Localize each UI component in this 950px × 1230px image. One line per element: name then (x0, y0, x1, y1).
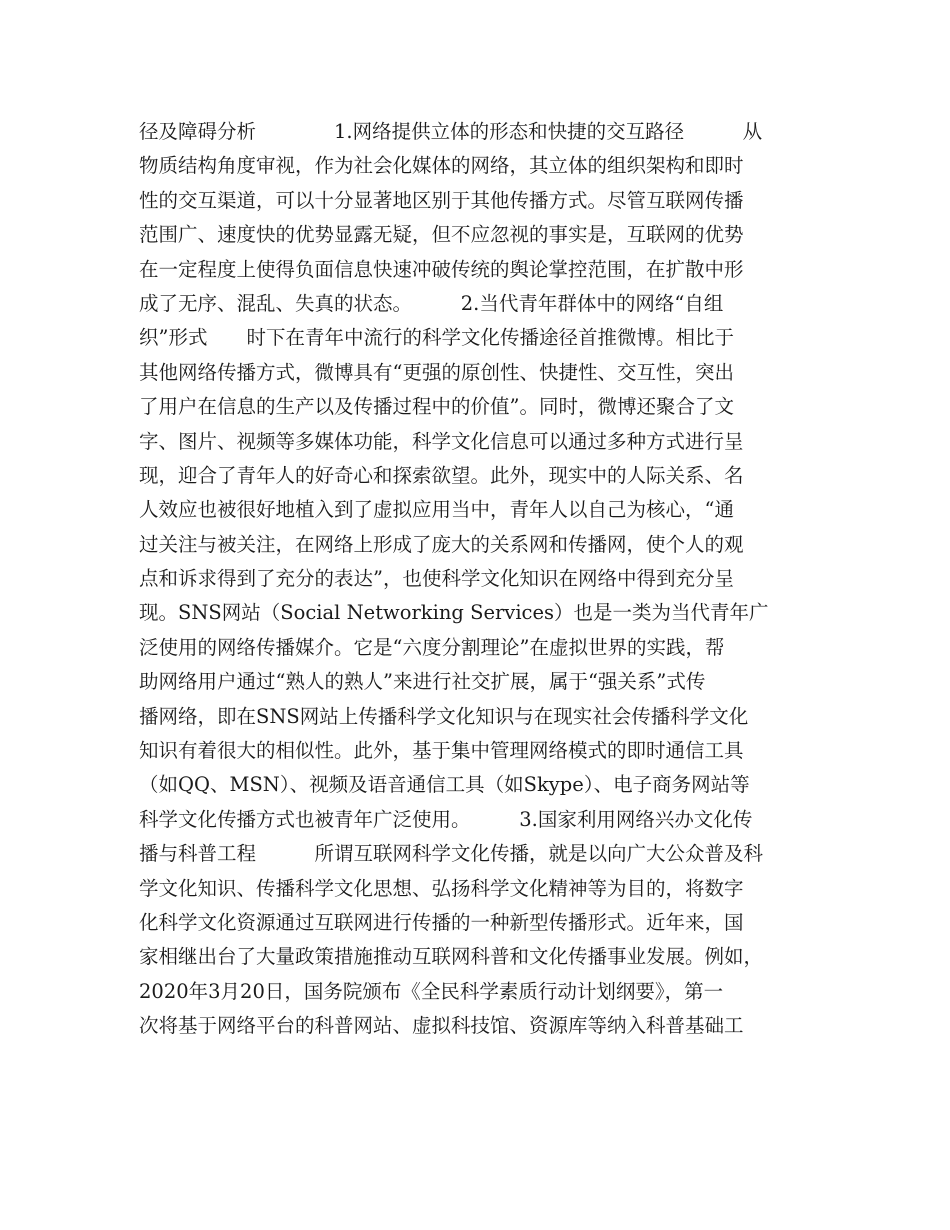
text-line: 在一定程度上使得负面信息快速冲破传统的舆论掌控范围，在扩散中形 (139, 257, 744, 281)
text-line: 学文化知识、传播科学文化思想、弘扬科学文化精神等为目的，将数字 (139, 876, 744, 900)
text-line: 次将基于网络平台的科普网站、虚拟科技馆、资源库等纳入科普基础工 (139, 1014, 744, 1038)
text-line: 物质结构角度审视，作为社会化媒体的网络，其立体的组织架构和即时 (139, 154, 744, 178)
body-text (139, 115, 819, 1044)
text-line: 助网络用户通过“熟人的熟人”来进行社交扩展，属于“强关系”式传 (139, 670, 706, 694)
text-line: 字、图片、视频等多媒体功能，科学文化信息可以通过多种方式进行呈 (139, 429, 744, 453)
text-line: 知识有着很大的相似性。此外，基于集中管理网络模式的即时通信工具 (139, 739, 744, 763)
text-line: 过关注与被关注，在网络上形成了庞大的关系网和传播网，使个人的观 (139, 532, 744, 556)
text-line: 播与科普工程 所谓互联网科学文化传播，就是以向广大公众普及科 (139, 842, 764, 866)
text-line: （如QQ、MSN）、视频及语音通信工具（如Skype）、电子商务网站等 (139, 773, 750, 797)
text-line: 播网络，即在SNS网站上传播科学文化知识与在现实社会传播科学文化 (139, 704, 749, 728)
text-line: 织”形式 时下在青年中流行的科学文化传播途径首推微博。相比于 (139, 326, 734, 350)
text-line: 现。SNS网站（Social Networking Services）也是一类为当代青年广 (139, 601, 769, 625)
text-line: 化科学文化资源通过互联网进行传播的一种新型传播形式。近年来，国 (139, 910, 744, 934)
text-line: 其他网络传播方式，微博具有“更强的原创性、快捷性、交互性，突出 (139, 360, 734, 384)
text-line: 范围广、速度快的优势显露无疑，但不应忽视的事实是，互联网的优势 (139, 223, 744, 247)
text-line: 径及障碍分析 1.网络提供立体的形态和快捷的交互路径 从 (139, 120, 763, 143)
text-line: 性的交互渠道，可以十分显著地区别于其他传播方式。尽管互联网传播 (139, 188, 744, 212)
text-line: 现，迎合了青年人的好奇心和探索欲望。此外，现实中的人际关系、名 (139, 463, 744, 487)
text-line: 了用户在信息的生产以及传播过程中的价值”。同时，微博还聚合了文 (139, 395, 734, 419)
text-line: 人效应也被很好地植入到了虚拟应用当中，青年人以自己为核心，“通 (139, 498, 734, 522)
text-line: 泛使用的网络传播媒介。它是“六度分割理论”在虚拟世界的实践，帮 (139, 635, 725, 659)
text-line: 家相继出台了大量政策措施推动互联网科普和文化传播事业发展。例如， (139, 945, 764, 969)
text-line: 2020年3月20日，国务院颁布《全民科学素质行动计划纲要》，第一 (139, 979, 724, 1003)
text-line: 成了无序、混乱、失真的状态。 2.当代青年群体中的网络“自组 (139, 291, 724, 315)
text-line: 点和诉求得到了充分的表达”，也使科学文化知识在网络中得到充分呈 (139, 567, 734, 591)
text-line: 科学文化传播方式也被青年广泛使用。 3.国家利用网络兴办文化传 (139, 807, 753, 831)
